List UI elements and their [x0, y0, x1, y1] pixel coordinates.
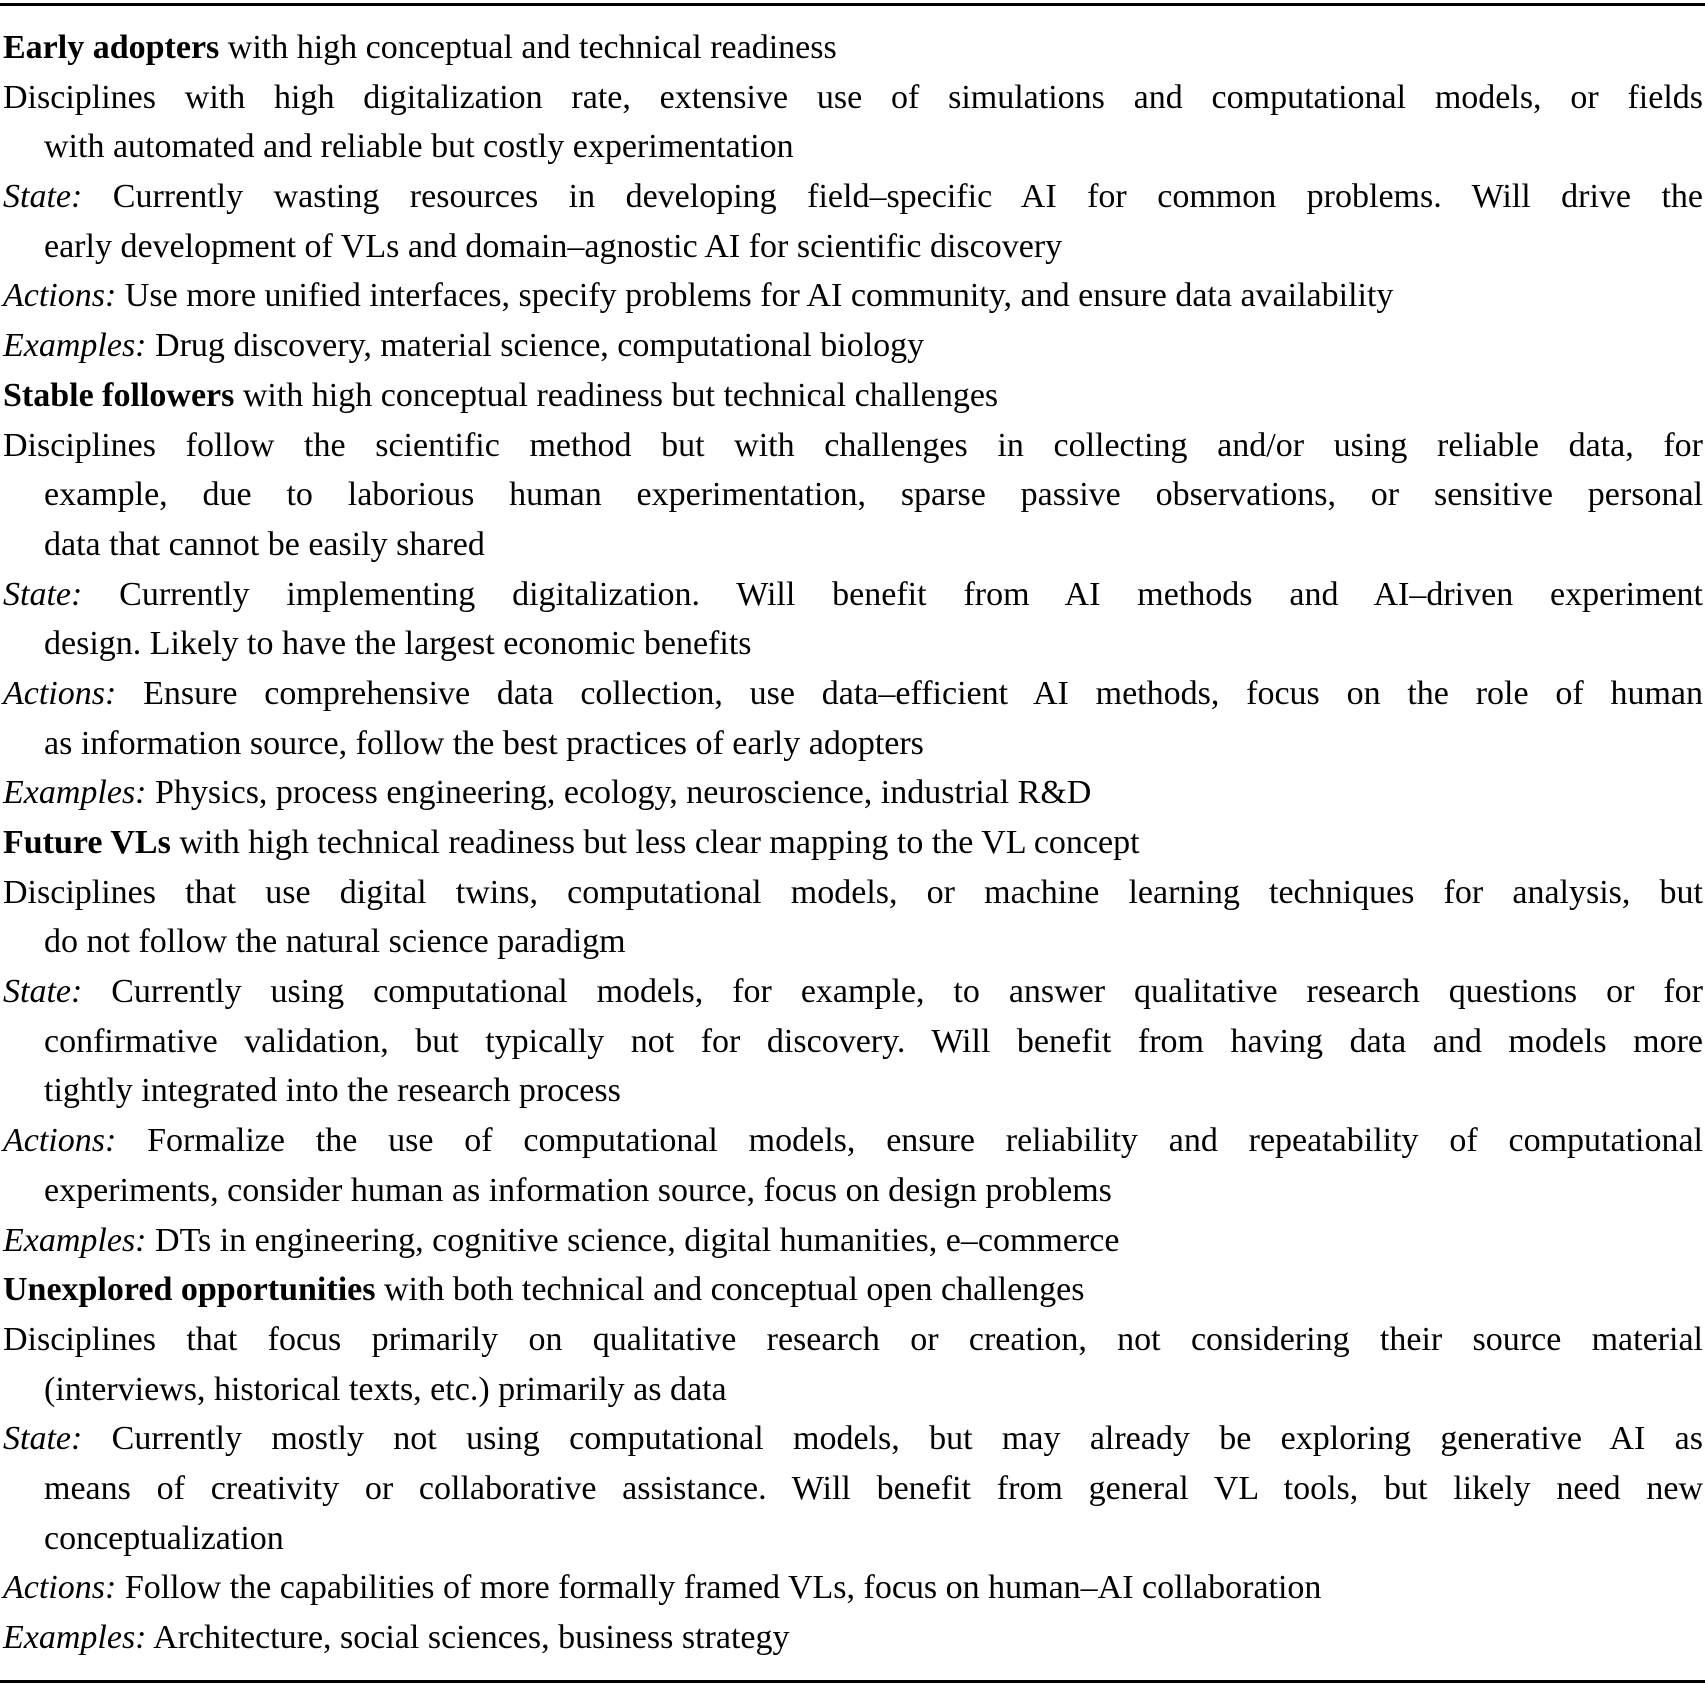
field-actions-text: experiments, consider human as information source, focus on design problems	[44, 1171, 1112, 1209]
category-description-line	[3, 122, 1703, 172]
field-state-label: State:	[3, 1420, 83, 1458]
category-description-text: example, due to laborious human experimentation, sparse passive observations, or sensitive personal	[44, 476, 1703, 514]
field-actions-text: Follow the capabilities of more formally framed VLs, focus on human–AI collaboration	[116, 1569, 1322, 1607]
category-heading	[3, 1265, 1703, 1315]
field-examples-text: DTs in engineering, cognitive science, digital humanities, e–commerce	[146, 1221, 1120, 1259]
field-state-text: design. Likely to have the largest economic benefits	[44, 625, 752, 663]
field-actions-label: Actions:	[3, 674, 117, 712]
category-summary: with high conceptual readiness but technical challenges	[234, 376, 999, 414]
category-heading	[3, 818, 1703, 868]
field-state-label: State:	[3, 178, 83, 216]
category-section	[3, 1265, 1703, 1663]
field-state-text: early development of VLs and domain–agnostic AI for scientific discovery	[44, 227, 1063, 265]
field-actions-line	[3, 669, 1703, 719]
category-summary: with both technical and conceptual open challenges	[375, 1271, 1085, 1309]
field-state-line	[3, 1414, 1703, 1464]
category-description-line	[3, 470, 1703, 520]
field-examples-line	[3, 768, 1703, 818]
field-state-text: Currently mostly not using computational models, but may already be exploring generative AI as	[82, 1420, 1703, 1458]
category-description-line	[3, 1315, 1703, 1365]
category-description-text: Disciplines follow the scientific method but with challenges in collecting and/or using reliable data, for	[3, 426, 1703, 464]
field-state-line	[3, 1017, 1703, 1067]
field-examples-line	[3, 321, 1703, 371]
field-state-text: Currently using computational models, for example, to answer qualitative research questions or for	[82, 973, 1703, 1011]
field-examples-line	[3, 1216, 1703, 1266]
field-state-text: tightly integrated into the research process	[44, 1072, 621, 1110]
category-description-line	[3, 1365, 1703, 1415]
field-state-text: Currently wasting resources in developing field–specific AI for common problems. Will drive the	[82, 178, 1703, 216]
field-examples-text: Physics, process engineering, ecology, neuroscience, industrial R&D	[146, 774, 1092, 812]
field-examples-label: Examples:	[3, 774, 147, 812]
field-actions-label: Actions:	[3, 277, 117, 315]
field-actions-line	[3, 271, 1703, 321]
field-actions-line	[3, 1116, 1703, 1166]
category-description-text: Disciplines with high digitalization rate, extensive use of simulations and computational models, or fields	[3, 78, 1703, 116]
table-bottom-rule	[0, 1680, 1705, 1683]
field-state-label: State:	[3, 973, 83, 1011]
field-state-line	[3, 222, 1703, 272]
field-actions-label: Actions:	[3, 1122, 117, 1160]
category-name: Stable followers	[3, 376, 235, 414]
field-actions-text: Ensure comprehensive data collection, use data–efficient AI methods, focus on the role of human	[116, 674, 1703, 712]
category-description-line	[3, 421, 1703, 471]
field-state-text: means of creativity or collaborative assistance. Will benefit from general VL tools, but likely need new	[44, 1469, 1703, 1507]
category-description-text: (interviews, historical texts, etc.) primarily as data	[44, 1370, 727, 1408]
field-actions-text: Use more unified interfaces, specify problems for AI community, and ensure data availability	[116, 277, 1394, 315]
category-name: Unexplored opportunities	[3, 1271, 376, 1309]
category-summary: with high technical readiness but less clear mapping to the VL concept	[170, 824, 1140, 861]
category-description-line	[3, 868, 1703, 918]
field-state-line	[3, 967, 1703, 1017]
category-name: Early adopters	[3, 29, 220, 66]
field-state-line	[3, 1464, 1703, 1514]
field-actions-line	[3, 1166, 1703, 1216]
field-examples-text: Drug discovery, material science, computational biology	[146, 327, 925, 365]
field-state-line	[3, 570, 1703, 620]
category-description-line	[3, 73, 1703, 123]
category-section	[3, 23, 1703, 371]
field-actions-text: as information source, follow the best practices of early adopters	[44, 724, 924, 762]
field-examples-label: Examples:	[3, 1619, 147, 1656]
category-description-line	[3, 917, 1703, 967]
field-examples-line	[3, 1613, 1703, 1663]
category-description-text: with automated and reliable but costly experimentation	[44, 128, 794, 166]
category-description-text: do not follow the natural science paradigm	[44, 923, 626, 961]
field-actions-label: Actions:	[3, 1569, 117, 1607]
field-state-line	[3, 1066, 1703, 1116]
field-examples-label: Examples:	[3, 327, 147, 365]
field-actions-line	[3, 1563, 1703, 1613]
category-description-text: Disciplines that use digital twins, computational models, or machine learning techniques for analysis, but	[3, 873, 1703, 911]
category-section	[3, 371, 1703, 818]
category-heading	[3, 371, 1703, 421]
table-top-rule	[0, 3, 1705, 6]
category-description-text: data that cannot be easily shared	[44, 525, 485, 563]
field-state-text: Currently implementing digitalization. Will benefit from AI methods and AI–driven experiment	[82, 575, 1703, 613]
category-heading	[3, 23, 1703, 73]
category-summary: with high conceptual and technical readiness	[219, 29, 837, 66]
category-description-text: Disciplines that focus primarily on qualitative research or creation, not considering their source material	[3, 1320, 1703, 1358]
field-examples-text: Architecture, social sciences, business strategy	[146, 1619, 790, 1656]
field-state-text: conceptualization	[44, 1519, 284, 1557]
category-section	[3, 818, 1703, 1265]
field-state-label: State:	[3, 575, 83, 613]
field-state-line	[3, 172, 1703, 222]
category-description-line	[3, 520, 1703, 570]
field-examples-label: Examples:	[3, 1221, 147, 1259]
field-state-line	[3, 619, 1703, 669]
field-state-text: confirmative validation, but typically not for discovery. Will benefit from having data and models more	[44, 1022, 1703, 1060]
field-actions-line	[3, 719, 1703, 769]
table-body	[3, 23, 1703, 1663]
field-state-line	[3, 1514, 1703, 1564]
field-actions-text: Formalize the use of computational models, ensure reliability and repeatability of computational	[116, 1122, 1703, 1160]
category-name: Future VLs	[3, 824, 171, 861]
